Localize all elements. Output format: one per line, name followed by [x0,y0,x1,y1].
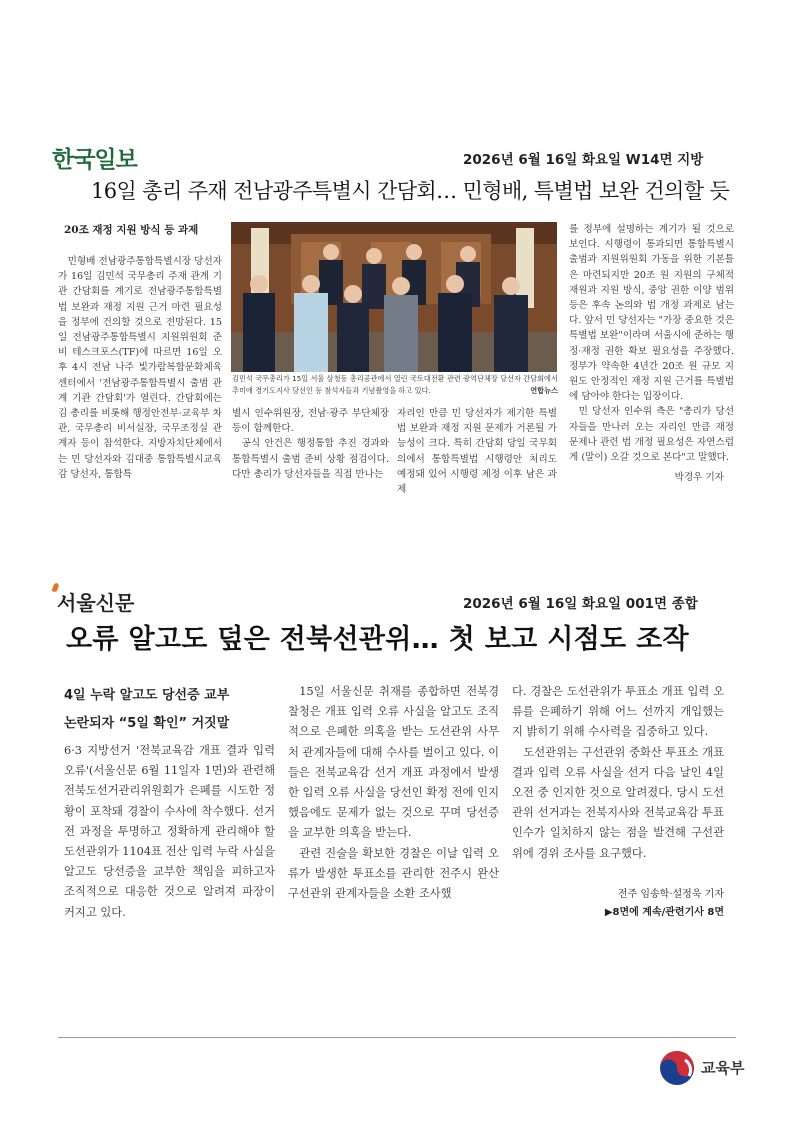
photo-caption [232,373,558,396]
article1-column-1 [58,254,222,485]
newspaper-logo-hankook: 한국일보 [52,147,137,173]
photo-credit: 연합뉴스 [530,385,558,395]
footer-divider [58,1037,736,1038]
subhead-seoul-line1: 4일 누락 알고도 당선증 교부 [64,688,230,703]
article1-paragraph: 민 당선자 인수위 측은 "총리가 당선자들을 만나러 오는 자리인 만큼 재정 문제나 관련 법 개정 필요성은 자연스럽게 (말이) 오갈 것으로 본다"고 말했다. [569,406,734,464]
subhead-seoul-line2: 논란되자 “5일 확인” 거짓말 [64,716,230,731]
seoul-logo-text: 서울신문 [57,591,135,615]
dateline-seoul: 2026년 6월 16일 화요일 001면 종합 [463,596,698,612]
subhead-hankook: 20조 재정 지원 방식 등 과제 [64,224,199,236]
article2-paragraph: 도선관위는 구선관위 중화산 투표소 개표 결과 입력 오류 사실을 선거 다음 날인 4일 오전 중 인지한 것으로 알려졌다. 당시 도선관위 선거과는 전북지사와 전북교육감 투표인수가 일치하지 않는 점을 발견해 구선관위에 경위 조사를 요구했다. [512,745,724,860]
article2-column-1 [64,741,275,923]
photo-caption-text: 김민석 국무총리가 15일 서울 삼청동 총리공관에서 열린 국토대전환 관련 광역단체장 당선자 간담회에서 추미애 경기도지사 당선인 등 참석자들과 기념촬영을 하고 있다. [232,374,558,395]
taegeuk-icon [659,1050,695,1086]
group-photo-image [231,222,557,372]
newspaper-logo-seoul [52,587,134,616]
article2-column-2 [288,682,499,904]
byline-seoul: 전주 임송학·설정욱 기자 [617,889,724,900]
dateline-hankook: 2026년 6월 16일 화요일 W14면 지방 [463,152,704,168]
article2-paragraph: 다. 경찰은 도선관위가 투표소 개표 입력 오류를 은폐하기 위해 어느 선까지 개입했는지 밝히기 위해 수사력을 집중하고 있다. [512,685,724,739]
headline-hankook: 16일 총리 주재 전남광주특별시 간담회… 민형배, 특별법 보완 건의할 듯 [91,179,730,203]
article2-paragraph: 관련 진술을 확보한 경찰은 이날 입력 오류가 발생한 투표소를 관리한 전주시 완산구선관위 관계자들을 소환 조사했 [288,846,499,901]
article2-paragraph: 6·3 지방선거 '전북교육감 개표 결과 입력 오류'(서울신문 6월 11일자 1면)와 관련해 전북도선거관리위원회가 은폐를 시도한 정황이 포착돼 경찰이 수사에 착수했다. 선거 전 과정을 투명하고 정확하게 관리해야 할 도선관위가 1104표 전산 입력 누락 사실을 알고도 당선증을 교부한 책임을 피하고자 조직적으로 대응한 것으로 알려져 파장이 커지고 있다. [64,744,275,919]
article1-paragraph: 민형배 전남광주통합특별시장 당선자가 16일 김민석 국무총리 주재 관계 기관 간담회를 계기로 전남광주통합특별법 보완과 재정 지원 근거 마련 필요성을 정부에 건의할 것으로 전망된다. 15일 전남광주통합특별시 지원위원회 준비 테스크포스(TF)에 따르면 16일 오후 4시 전남 나주 빛가람복합문화체육센터에서 '전남광주통합특별시 출범 관계 기관 간담회'가 열린다. 간담회에는 김 총리를 비롯해 행정안전부·교육부 차관, 국무총리 비서실장, 국무조정실 관계자 등이 참석한다. 지방자치단체에서는 민 당선자와 김대중 통합특별시교육감 당선자, 통합특 [58,256,222,480]
article1-paragraph: 별시 인수위원장, 전남·광주 부단체장 등이 함께한다. [232,408,389,435]
article1-column-3 [397,406,557,496]
ministry-name: 교육부 [701,1059,745,1077]
news-photo [231,222,557,372]
ministry-logo [659,1050,753,1088]
continued-notice: ▶8면에 계속/관련기사 8면 [604,907,724,918]
article1-paragraph: 를 정부에 설명하는 계기가 될 것으로 보인다. 시행령이 통과되면 통합특별시 출범과 지원위원회 가동을 위한 기본틀은 마련되지만 20조 원 지원의 구체적 재원과 지원 방식, 중앙 권한 이양 범위 등은 후속 논의와 법 개정 과제로 남는다. 앞서 민 당선자는 "가장 중요한 것은 특별법 보완"이라며 서울시에 준하는 행정·재정 권한 확보 필요성을 주장했다. 정부가 약속한 4년간 20조 원 규모 지원도 안정적인 재정 지원 근거를 특별법에 담아야 한다는 입장이다. [569,224,734,403]
byline-hankook: 박경우 기자 [674,472,724,483]
article1-paragraph: 공식 안건은 행정통합 추진 경과와 통합특별시 출범 준비 상황 점검이다. 다만 총리가 당선자들을 직접 만나는 [232,438,389,480]
article2-paragraph: 15일 서울신문 취재를 종합하면 전북경찰청은 개표 입력 오류 사실을 알고도 조직적으로 은폐한 의혹을 받는 도선관위 사무처 관계자들에 대해 수사를 벌이고 있다. 이들은 전북교육감 선거 개표 과정에서 발생한 입력 오류 사실을 당선인 확정 전에 인지했음에도 문제가 없는 것으로 꾸며 당선증을 교부한 의혹을 받는다. [288,685,499,840]
article1-column-2 [232,406,389,486]
article2-column-3 [512,682,724,884]
article1-paragraph: 자리인 만큼 민 당선자가 제기한 특별법 보완과 재정 지원 문제가 거론될 가능성이 크다. 특히 간담회 당일 국무회의에서 통합특별법 시행령안 처리도 예정돼 있어 시행령 제정 이후 남은 과제 [397,408,557,496]
subhead-seoul [64,682,229,738]
headline-seoul: 오류 알고도 덮은 전북선관위… 첫 보고 시점도 조작 [66,624,689,655]
article1-column-4 [569,222,734,470]
